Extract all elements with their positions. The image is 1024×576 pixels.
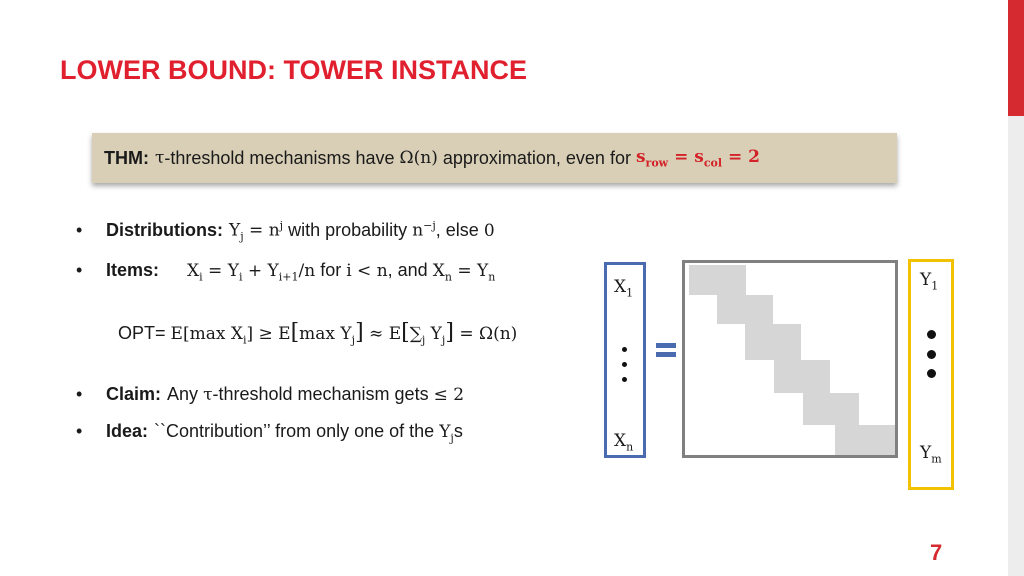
theorem-box: [92, 133, 897, 183]
distributions-text-a: with probability: [288, 219, 408, 240]
claim-text-a: Any: [167, 384, 199, 404]
matrix-cell: [745, 324, 801, 360]
bullet-distributions: • Distributions: $Y_j = n^j$ with probability $n^{-j}$ , else 0: [76, 219, 495, 244]
theorem-text-a: -threshold mechanisms have: [164, 147, 395, 168]
x-bottom-label: $X_n$: [614, 431, 634, 454]
y-top-label: $Y_1$: [920, 270, 939, 293]
matrix-cell: [803, 393, 859, 425]
opt-label: OPT=: [118, 323, 166, 343]
items-text-b: , and: [387, 260, 428, 280]
items-formula: $X_i = Y_i + Y_{i+1}/n$: [187, 261, 316, 284]
items-text-a: for: [320, 260, 342, 280]
claim-tau: τ: [203, 385, 213, 405]
x-ellipsis-dot: [622, 377, 627, 382]
matrix-cell: [689, 265, 746, 295]
distributions-prob: $n^{-j}$: [412, 219, 436, 241]
theorem-tau: τ: [154, 148, 165, 168]
claim-text-b: -threshold mechanism gets: [212, 384, 429, 404]
idea-y: $Y_j$: [439, 422, 454, 445]
theorem-text-b: approximation, even for: [442, 147, 631, 168]
y-bottom-label: $Y_m$: [920, 443, 942, 466]
slide-title: LOWER BOUND: TOWER INSTANCE: [60, 55, 527, 85]
x-ellipsis-dot: [622, 347, 627, 352]
items-label: Items:: [106, 260, 160, 280]
theorem-label: THM:: [104, 147, 149, 168]
bullet-claim: • Claim: Any τ -threshold mechanism gets ≤ 2: [76, 384, 465, 405]
items-last: $X_n = Y_n$: [432, 261, 496, 284]
matrix-cell: [835, 425, 895, 455]
page-number: 7: [930, 540, 943, 565]
tower-matrix: [682, 260, 898, 458]
bullet-idea: • Idea: ``Contribution’’ from only one of the $Y_j$ s: [76, 421, 463, 445]
items-condition: i < n: [346, 261, 388, 281]
idea-label: Idea:: [106, 421, 149, 441]
distributions-text-b: , else: [435, 219, 479, 240]
opt-formula: E[max $X_i] \ge E[\max$ $Y_j] \approx E[\sum_j$ $Y_j] = \Omega(n)$: [170, 320, 518, 347]
y-ellipsis-dot: [927, 369, 936, 378]
y-ellipsis-dot: [927, 330, 936, 339]
claim-label: Claim:: [106, 384, 162, 404]
x-ellipsis-dot: [622, 362, 627, 367]
theorem-condition: $s_{row} = s_{col} = 2$: [635, 146, 760, 170]
right-accent-bar-red: [1008, 0, 1024, 116]
equals-icon: [656, 343, 676, 348]
distributions-label: Distributions:: [106, 219, 223, 240]
x-top-label: $X_1$: [614, 277, 634, 300]
opt-equation: [118, 320, 517, 346]
idea-suffix: s: [453, 421, 463, 441]
equals-icon: [656, 352, 676, 357]
bullet-items: • Items: $X_i = Y_i + Y_{i+1}/n$ for i < n , and $X_n = Y_n$: [76, 260, 496, 284]
matrix-cell: [717, 295, 773, 324]
matrix-cell: [774, 360, 830, 393]
theorem-omega: Ω(n): [399, 148, 438, 168]
y-ellipsis-dot: [927, 350, 936, 359]
claim-bound: ≤ 2: [433, 385, 465, 405]
distributions-formula: $Y_j = n^j$: [229, 219, 284, 244]
distributions-zero: 0: [483, 220, 495, 241]
idea-text: ``Contribution’’ from only one of the: [154, 421, 435, 441]
